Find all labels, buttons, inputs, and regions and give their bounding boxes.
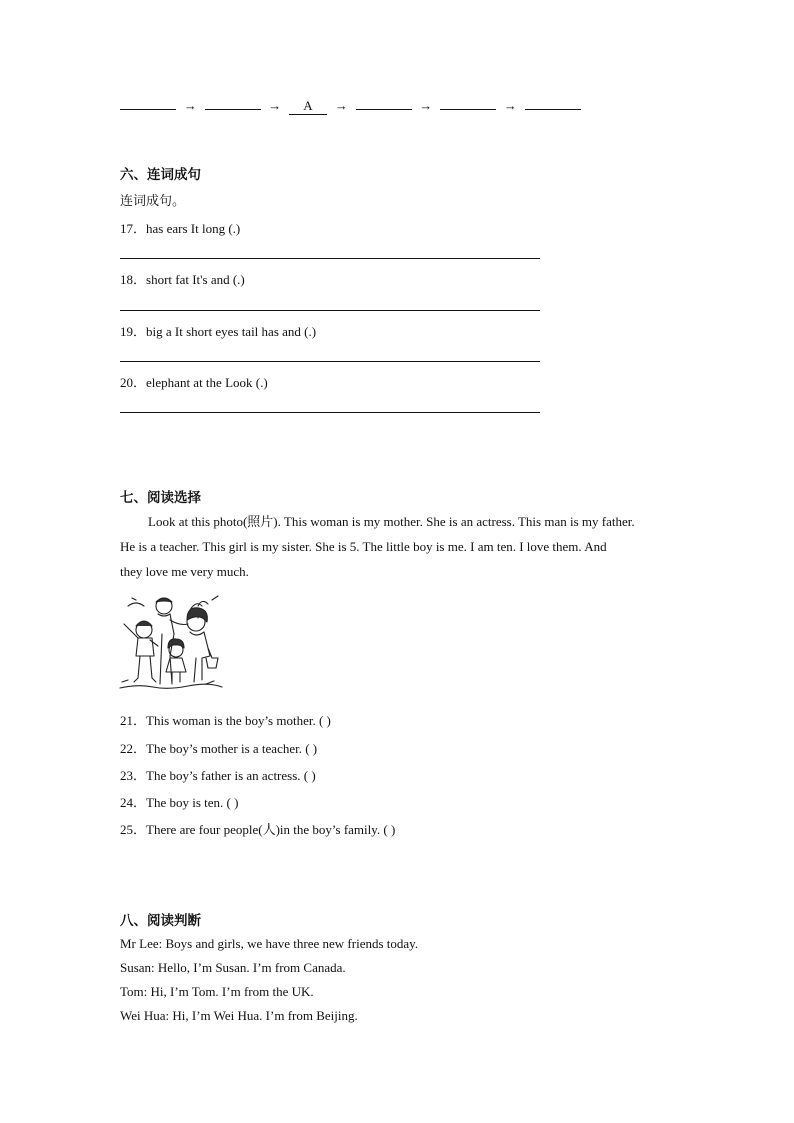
question-17 [120, 218, 240, 237]
passage-line: they love me very much. [120, 564, 249, 579]
question-text: The boy’s mother is a teacher. ( ) [146, 741, 318, 756]
answer-line-18[interactable] [120, 310, 540, 311]
family-illustration [118, 592, 226, 692]
passage-line: He is a teacher. This girl is my sister. She is 5. The little boy is me. I am ten. I love them. And [120, 539, 607, 554]
given-letter: A [289, 98, 327, 115]
answer-blank[interactable] [525, 97, 581, 110]
answer-blank[interactable] [205, 97, 261, 110]
arrow: → [268, 98, 282, 113]
question-text: The boy is ten. ( ) [146, 795, 239, 810]
letter-sequence [120, 97, 581, 115]
question-text: big a It short eyes tail has and (.) [146, 324, 317, 339]
question-23 [120, 765, 316, 784]
arrow: → [419, 98, 433, 113]
question-20 [120, 372, 268, 391]
reading-passage [120, 509, 680, 584]
question-text: has ears It long (.) [146, 221, 241, 236]
question-number: 18． [120, 272, 147, 287]
question-number: 21． [120, 713, 147, 728]
dialogue-line: Mr Lee: Boys and girls, we have three new friends today. [120, 936, 419, 951]
answer-blank[interactable] [120, 97, 176, 110]
arrow: → [183, 98, 197, 113]
question-text: The boy’s father is an actress. ( ) [146, 768, 316, 783]
question-text: This woman is the boy’s mother. ( ) [146, 713, 331, 728]
passage-line: Look at this photo(照片). This woman is my mother. She is an actress. This man is my father. [148, 514, 635, 529]
dialogue-line: Wei Hua: Hi, I’m Wei Hua. I’m from Beijing. [120, 1008, 358, 1023]
answer-line-17[interactable] [120, 258, 540, 259]
answer-line-19[interactable] [120, 361, 540, 362]
question-25 [120, 819, 395, 838]
question-number: 23． [120, 768, 147, 783]
question-number: 20． [120, 375, 147, 390]
question-number: 25． [120, 822, 147, 837]
dialogue-line: Tom: Hi, I’m Tom. I’m from the UK. [120, 984, 314, 999]
answer-blank[interactable] [356, 97, 412, 110]
question-18 [120, 269, 245, 288]
section-8-heading: 八、阅读判断 [120, 913, 201, 929]
dialogue-line: Susan: Hello, I’m Susan. I’m from Canada. [120, 960, 346, 975]
question-number: 17． [120, 221, 147, 236]
question-number: 24． [120, 795, 147, 810]
question-21 [120, 710, 331, 729]
question-text: short fat It's and (.) [146, 272, 245, 287]
question-text: There are four people(人)in the boy’s family. ( ) [146, 822, 396, 837]
answer-blank[interactable] [440, 97, 496, 110]
question-24 [120, 792, 238, 811]
section-7-heading: 七、阅读选择 [120, 490, 201, 506]
arrow: → [503, 98, 517, 113]
question-text: elephant at the Look (.) [146, 375, 268, 390]
arrow: → [334, 98, 348, 113]
question-number: 22． [120, 741, 147, 756]
answer-line-20[interactable] [120, 412, 540, 413]
question-number: 19． [120, 324, 147, 339]
section-6-instruction: 连词成句。 [120, 194, 186, 209]
question-19 [120, 321, 316, 340]
section-6-heading: 六、连词成句 [120, 167, 201, 183]
question-22 [120, 738, 317, 757]
